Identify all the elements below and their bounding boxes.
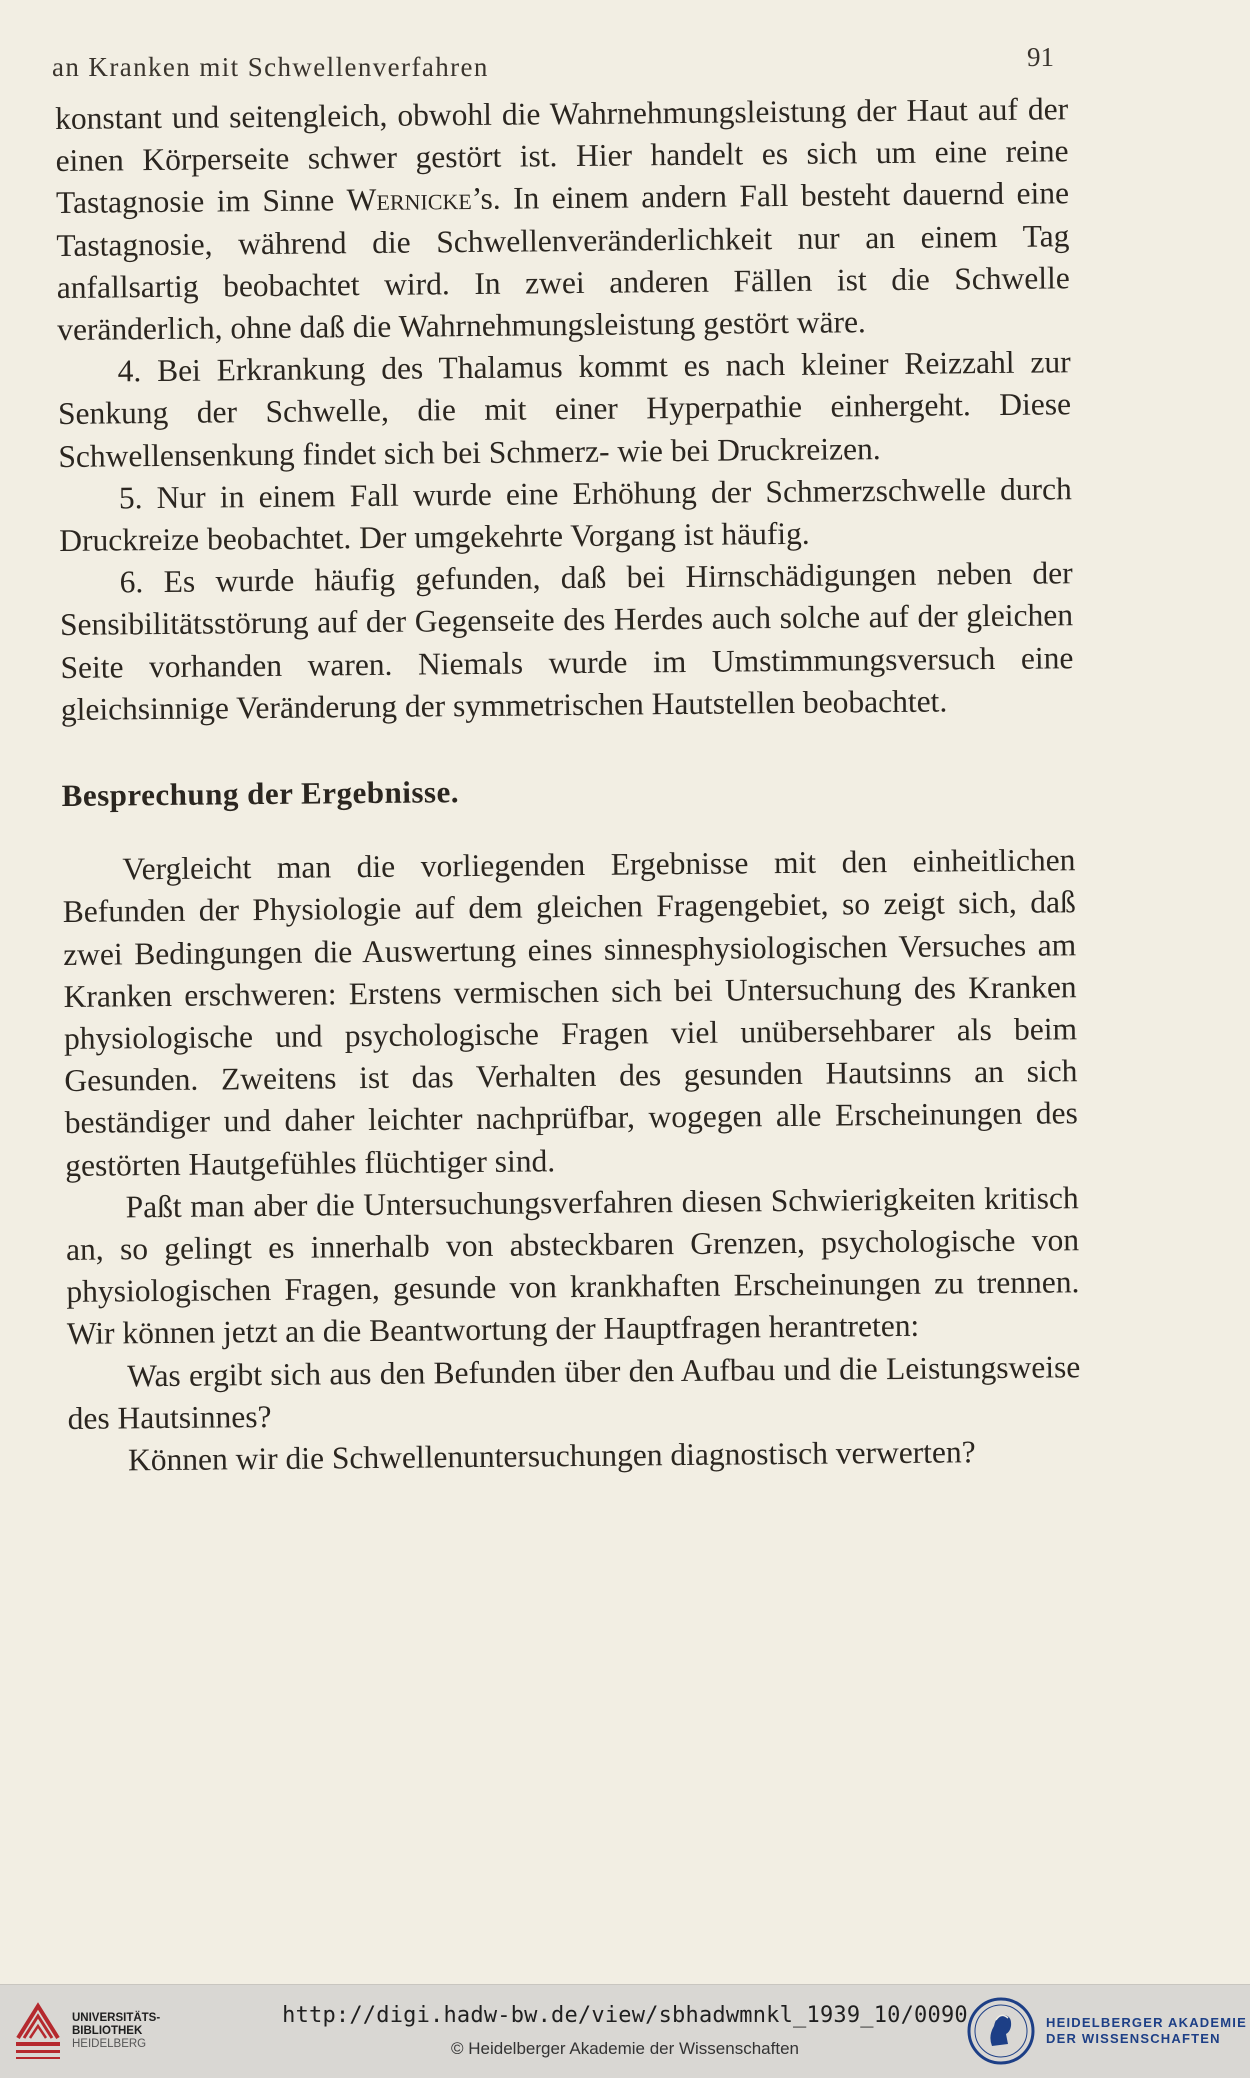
source-url-link[interactable]: http://digi.hadw-bw.de/view/sbhadwmnkl_1939_10/0090: [282, 2003, 968, 2028]
copyright-notice: © Heidelberger Akademie der Wissenschaften: [451, 2039, 799, 2058]
paragraph: Paßt man aber die Untersuchungsverfahren diesen Schwierigkeiten kritisch an, so gelingt es innerhalb von absteckbaren Grenzen, psychologische von physiologischen Fragen, gesunde von krankhaften Erscheinungen zu trennen. Wir können jetzt an die Beantwortung der Hauptfragen herantreten:: [65, 1180, 1080, 1352]
running-head: an Kranken mit Schwellenverfahren: [52, 52, 489, 82]
paragraph-text: ’s. In einem andern Fall besteht dauernd eine Tastagnosie, während die Schwellenveränderlichkeit nur an einem Tag anfallsartig beobachtet wird. In zwei anderen Fällen ist die Schwelle veränderlich, ohne daß die Wahrnehmungsleistung gestört wäre.: [56, 175, 1070, 348]
paragraph-item-5: 5. Nur in einem Fall wurde eine Erhöhung der Schmerzschwelle durch Druckreize beobachtet. Der umgekehrte Vorgang ist häufig.: [59, 471, 1072, 559]
body-text: [55, 88, 1081, 1482]
paragraph-item-6: 6. Es wurde häufig gefunden, daß bei Hirnschädigungen neben der Sensibilitätsstörung auf der Gegenseite des Herdes auch solche auf der gleichen Seite vorhanden waren. Niemals wurde im Umstimmungsversuch eine gleichsinnige Veränderung der symmetrischen Hautstellen beobachtet.: [59, 555, 1074, 727]
paragraph-continuation: [55, 88, 1070, 351]
author-name: Wernicke: [346, 181, 472, 218]
academy-name-line: HEIDELBERGER AKADEMIE: [1046, 2015, 1247, 2030]
question-paragraph: Was ergibt sich aus den Befunden über den Aufbau und die Leistungsweise des Hautsinnes?: [67, 1348, 1081, 1436]
library-name-line: BIBLIOTHEK: [72, 2025, 143, 2037]
paragraph-item-4: 4. Bei Erkrankung des Thalamus kommt es nach kleiner Reizzahl zur Senkung der Schwelle, die mit einer Hyperpathie einhergeht. Diese Schwellensenkung findet sich bei Schmerz- wie bei Druckreizen.: [57, 344, 1072, 474]
library-name-line: HEIDELBERG: [72, 2038, 147, 2050]
footer-band: [0, 1984, 1250, 2078]
paragraph-text: konstant und seitengleich, obwohl die Wahrnehmungsleistung der Haut auf der einen Körperseite schwer gestört ist. Hier handelt es sich um eine reine Tastagnosie im Sinne: [55, 91, 1069, 221]
paragraph: Vergleicht man die vorliegenden Ergebnisse mit den einheitlichen Befunden der Physiologie auf dem gleichen Fragengebiet, so zeigt sich, daß zwei Bedingungen die Auswertung eines sinnesphysiologischen Versuches am Kranken erschweren: Erstens vermischen sich bei Untersuchung des Kranken physiologische und psychologische Fragen viel unübersehbarer als beim Gesunden. Zweitens ist das Verhalten des gesunden Hautsinns an sich beständiger und daher leichter nachprüfbar, wogegen alle Erscheinungen des gestörten Hautgefühles flüchtiger sind.: [62, 842, 1078, 1183]
academy-name-line: DER WISSENSCHAFTEN: [1046, 2031, 1221, 2046]
library-name-line: UNIVERSITÄTS-: [72, 2012, 161, 2024]
page-number: 91: [1027, 42, 1054, 72]
academy-seal-icon: [966, 1996, 1036, 2066]
section-heading: Besprechung der Ergebnisse.: [61, 774, 460, 814]
question-paragraph: Können wir die Schwellenuntersuchungen diagnostisch verwerten?: [127, 1434, 976, 1478]
academy-name: [1046, 2015, 1247, 2047]
